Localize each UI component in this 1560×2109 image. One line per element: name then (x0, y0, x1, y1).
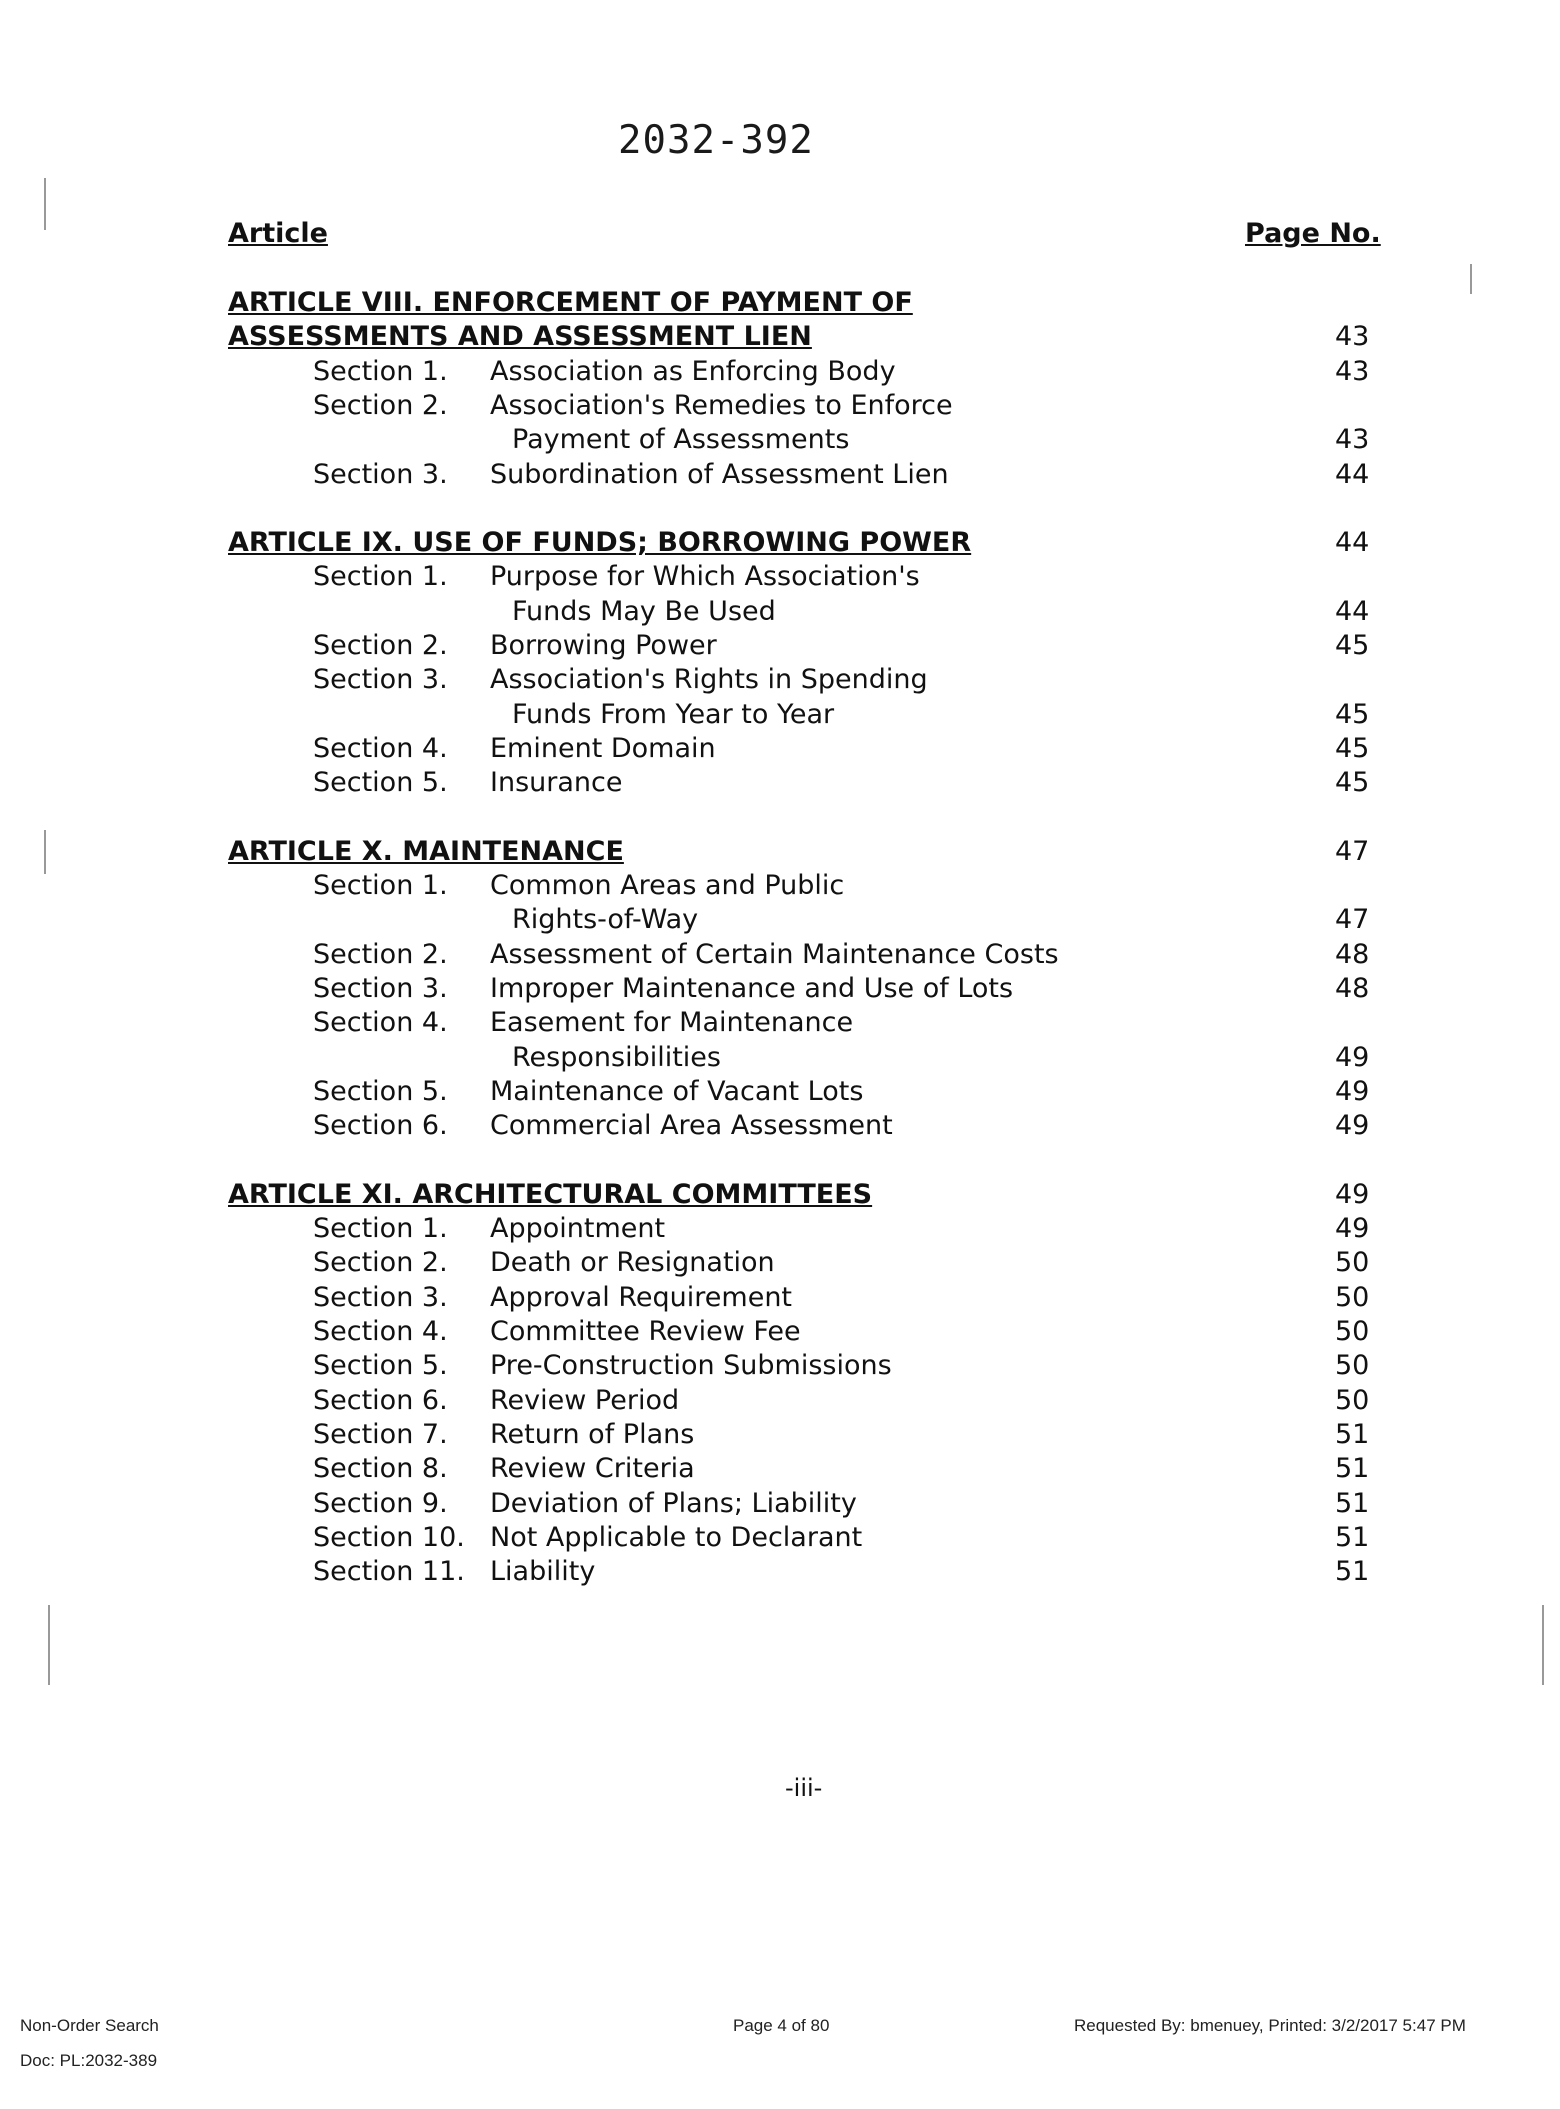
section-label: Section 4. (313, 1007, 448, 1039)
section-page-number: 50 (1335, 1281, 1370, 1313)
section-title: Payment of Assessments (512, 424, 850, 456)
article-heading: ASSESSMENTS AND ASSESSMENT LIEN (228, 321, 812, 353)
article-page-number: 44 (1335, 527, 1370, 559)
column-header-page-no: Page No. (1245, 218, 1381, 249)
section-page-number: 47 (1335, 904, 1370, 936)
section-page-number: 45 (1335, 732, 1370, 764)
section-label: Section 3. (313, 973, 448, 1004)
section-label: Section 2. (313, 1247, 448, 1279)
section-label: Section 4. (313, 1316, 448, 1347)
section-page-number: 51 (1335, 1453, 1370, 1485)
section-title: Deviation of Plans; Liability (490, 1487, 857, 1519)
section-label: Section 9. (313, 1487, 448, 1519)
article-heading: ARTICLE X. MAINTENANCE (228, 835, 624, 867)
document-number-stamp: 2032-392 (618, 118, 814, 163)
section-page-number: 45 (1335, 698, 1370, 730)
section-title: Not Applicable to Declarant (490, 1521, 863, 1553)
section-page-number: 51 (1335, 1521, 1370, 1553)
section-page-number: 49 (1335, 1110, 1370, 1142)
section-label: Section 3. (313, 458, 448, 490)
article-page-number: 49 (1335, 1178, 1370, 1210)
section-title: Borrowing Power (490, 630, 717, 661)
section-label: Section 2. (313, 938, 448, 970)
section-title: Funds May Be Used (512, 595, 776, 627)
section-title: Funds From Year to Year (512, 698, 835, 730)
section-label: Section 1. (313, 561, 448, 593)
section-page-number: 49 (1335, 1075, 1370, 1107)
section-page-number: 43 (1335, 355, 1370, 387)
article-page-number: 47 (1335, 835, 1370, 867)
section-label: Section 4. (313, 732, 448, 764)
article-page-number: 43 (1335, 321, 1370, 353)
section-title: Association as Enforcing Body (490, 355, 896, 387)
section-title: Review Criteria (490, 1453, 695, 1485)
footer-search-type: Non-Order Search (20, 2016, 159, 2035)
section-label: Section 7. (313, 1418, 448, 1450)
section-label: Section 2. (313, 630, 448, 661)
section-title: Common Areas and Public (490, 870, 845, 902)
section-title: Committee Review Fee (490, 1316, 801, 1347)
section-page-number: 50 (1335, 1316, 1370, 1347)
section-page-number: 48 (1335, 973, 1370, 1004)
section-title: Insurance (490, 767, 623, 799)
section-page-number: 45 (1335, 630, 1370, 661)
section-page-number: 50 (1335, 1247, 1370, 1279)
section-title: Approval Requirement (490, 1281, 793, 1313)
section-title: Rights-of-Way (512, 904, 699, 936)
section-label: Section 11. (313, 1556, 465, 1588)
section-page-number: 44 (1335, 458, 1370, 490)
section-title: Appointment (490, 1213, 666, 1245)
column-header-article: Article (228, 218, 328, 249)
section-label: Section 3. (313, 1281, 448, 1313)
scan-mark (44, 178, 46, 230)
section-page-number: 49 (1335, 1041, 1370, 1073)
section-title: Pre-Construction Submissions (490, 1350, 892, 1382)
section-page-number: 44 (1335, 595, 1370, 627)
section-title: Easement for Maintenance (490, 1007, 854, 1039)
section-label: Section 6. (313, 1384, 448, 1416)
scan-mark (44, 830, 46, 874)
section-title: Death or Resignation (490, 1247, 775, 1279)
article-heading: ARTICLE IX. USE OF FUNDS; BORROWING POWER (228, 527, 972, 559)
section-page-number: 51 (1335, 1487, 1370, 1519)
section-page-number: 50 (1335, 1350, 1370, 1382)
section-title: Maintenance of Vacant Lots (490, 1075, 864, 1107)
scan-mark (48, 1605, 50, 1685)
section-title: Association's Rights in Spending (490, 664, 928, 696)
section-page-number: 43 (1335, 424, 1370, 456)
section-title: Liability (490, 1556, 596, 1588)
article-heading: ARTICLE XI. ARCHITECTURAL COMMITTEES (228, 1178, 873, 1210)
section-title: Association's Remedies to Enforce (490, 389, 953, 421)
article-heading: ARTICLE VIII. ENFORCEMENT OF PAYMENT OF (228, 287, 913, 318)
section-label: Section 3. (313, 664, 448, 696)
section-label: Section 1. (313, 1213, 448, 1245)
section-label: Section 6. (313, 1110, 448, 1142)
section-label: Section 8. (313, 1453, 448, 1485)
section-label: Section 1. (313, 355, 448, 387)
footer-doc-id: Doc: PL:2032-389 (20, 2051, 158, 2070)
section-label: Section 5. (313, 767, 448, 799)
footer-page-of: Page 4 of 80 (733, 2016, 830, 2035)
section-title: Review Period (490, 1384, 680, 1416)
section-page-number: 48 (1335, 938, 1370, 970)
section-page-number: 51 (1335, 1418, 1370, 1450)
section-title: Return of Plans (490, 1418, 695, 1450)
section-page-number: 49 (1335, 1213, 1370, 1245)
section-title: Eminent Domain (490, 732, 716, 764)
section-page-number: 50 (1335, 1384, 1370, 1416)
section-page-number: 45 (1335, 767, 1370, 799)
section-page-number: 51 (1335, 1556, 1370, 1588)
section-title: Subordination of Assessment Lien (490, 458, 949, 490)
section-label: Section 1. (313, 870, 448, 902)
section-label: Section 10. (313, 1521, 465, 1553)
section-label: Section 5. (313, 1075, 448, 1107)
section-title: Purpose for Which Association's (490, 561, 920, 593)
section-title: Assessment of Certain Maintenance Costs (490, 938, 1059, 970)
section-title: Responsibilities (512, 1041, 721, 1073)
section-title: Commercial Area Assessment (490, 1110, 893, 1142)
section-label: Section 5. (313, 1350, 448, 1382)
scan-mark (1470, 264, 1472, 294)
section-label: Section 2. (313, 389, 448, 421)
scan-mark (1542, 1605, 1544, 1685)
section-title: Improper Maintenance and Use of Lots (490, 973, 1014, 1004)
footer-requested-by: Requested By: bmenuey, Printed: 3/2/2017 5:47 PM (1074, 2016, 1466, 2035)
page-number: -iii- (785, 1774, 823, 1802)
